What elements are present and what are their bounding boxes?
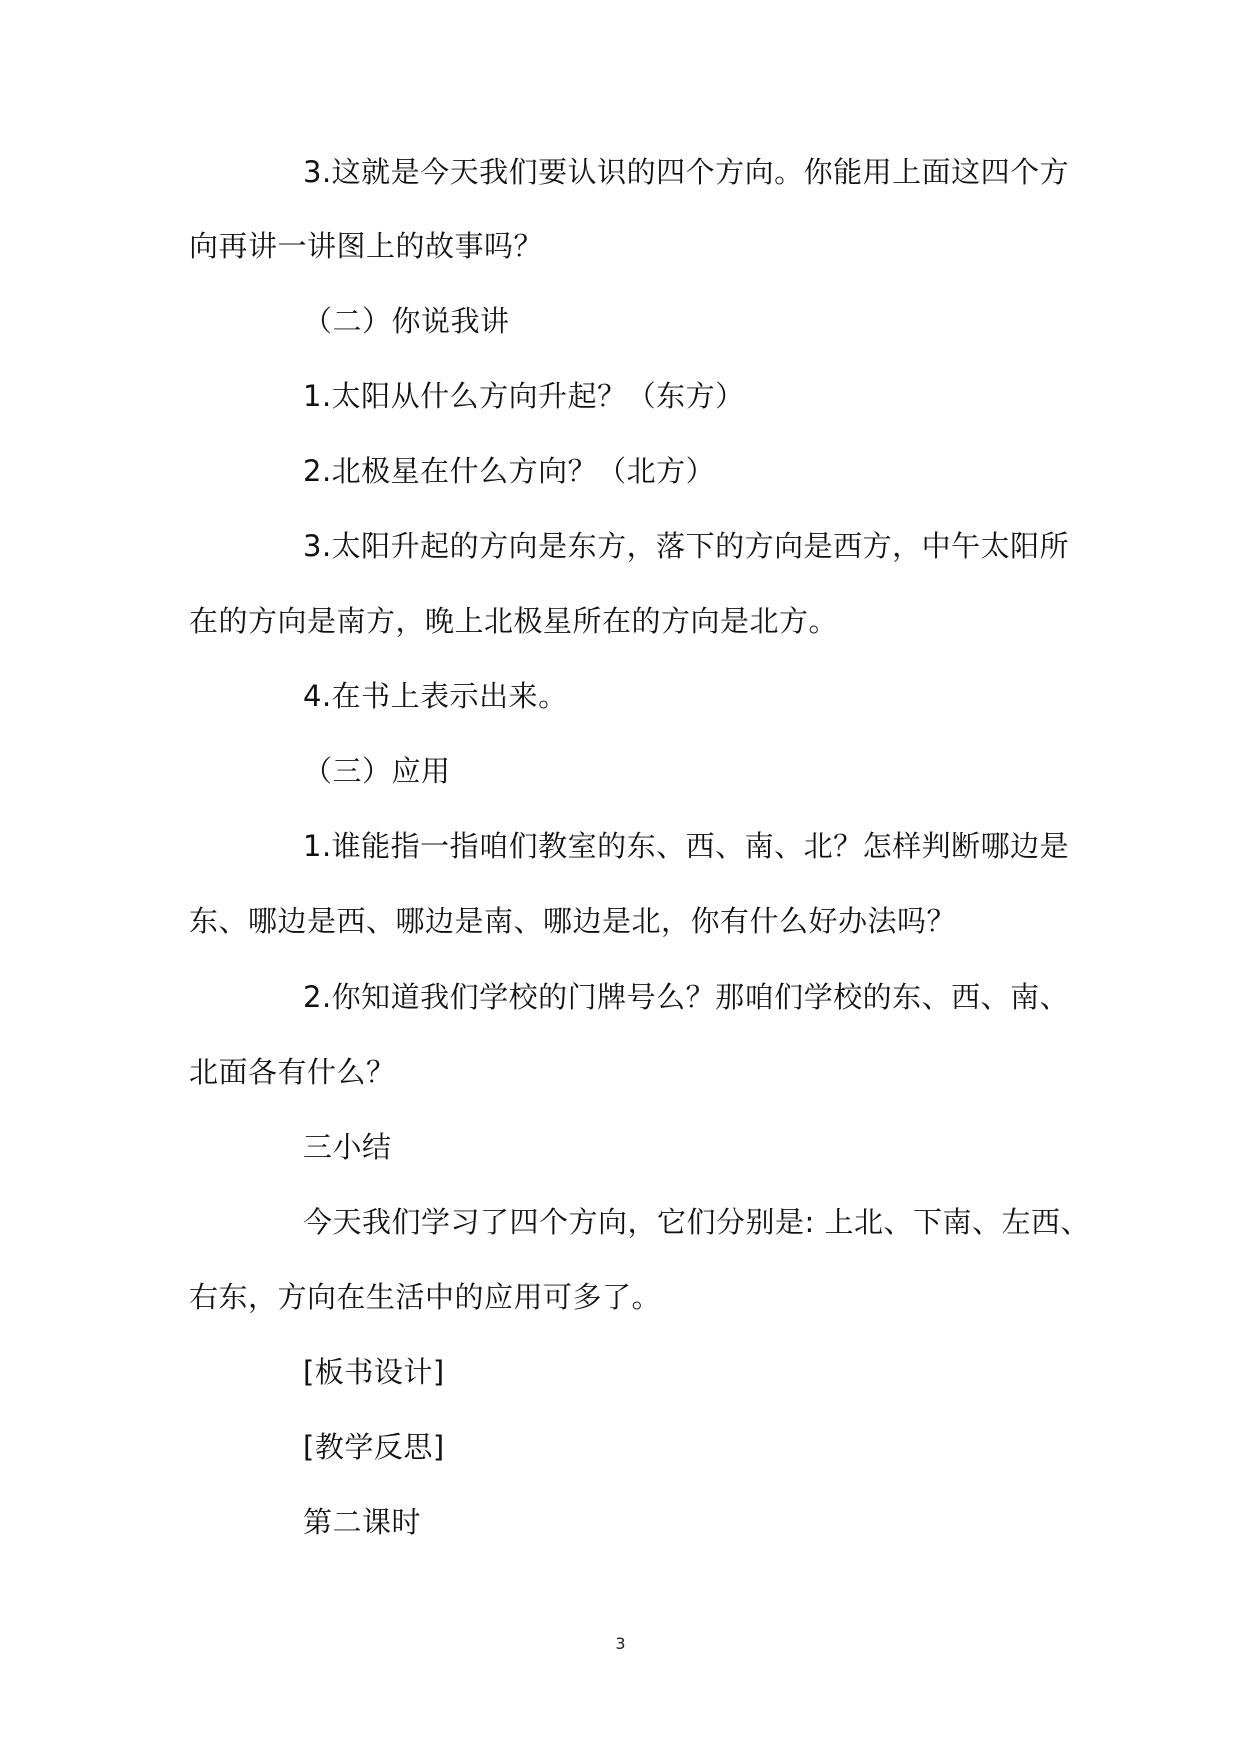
paragraph-line: 3.太阳升起的方向是东方，落下的方向是西方，中午太阳所 [303,529,1070,563]
bracket-heading: [教学反思] [303,1430,445,1464]
page-number: 3 [615,1634,626,1653]
paragraph-line: 向再讲一讲图上的故事吗？ [189,229,544,263]
paragraph-line: 2.你知道我们学校的门牌号么？那咱们学校的东、西、南、 [303,980,1070,1014]
paragraph-line: 1.太阳从什么方向升起？（东方） [303,379,745,413]
paragraph-line: 今天我们学习了四个方向，它们分别是: 上北、下南、左西、 [303,1205,1090,1239]
paragraph-line: 1.谁能指一指咱们教室的东、西、南、北？怎样判断哪边是 [303,829,1070,863]
paragraph-line: 右东，方向在生活中的应用可多了。 [189,1280,662,1314]
paragraph-line: 3.这就是今天我们要认识的四个方向。你能用上面这四个方 [303,155,1070,189]
paragraph-line: 4.在书上表示出来。 [303,679,568,713]
section-heading: 第二课时 [303,1505,422,1539]
paragraph-line: 北面各有什么？ [189,1055,396,1089]
section-heading: （二）你说我讲 [303,304,510,338]
paragraph-line: 在的方向是南方，晚上北极星所在的方向是北方。 [189,604,839,638]
paragraph-line: 东、哪边是西、哪边是南、哪边是北，你有什么好办法吗？ [189,904,957,938]
paragraph-line: 2.北极星在什么方向？（北方） [303,454,716,488]
bracket-heading: [板书设计] [303,1355,445,1389]
section-heading: 三小结 [303,1130,392,1164]
section-heading: （三）应用 [303,754,451,788]
